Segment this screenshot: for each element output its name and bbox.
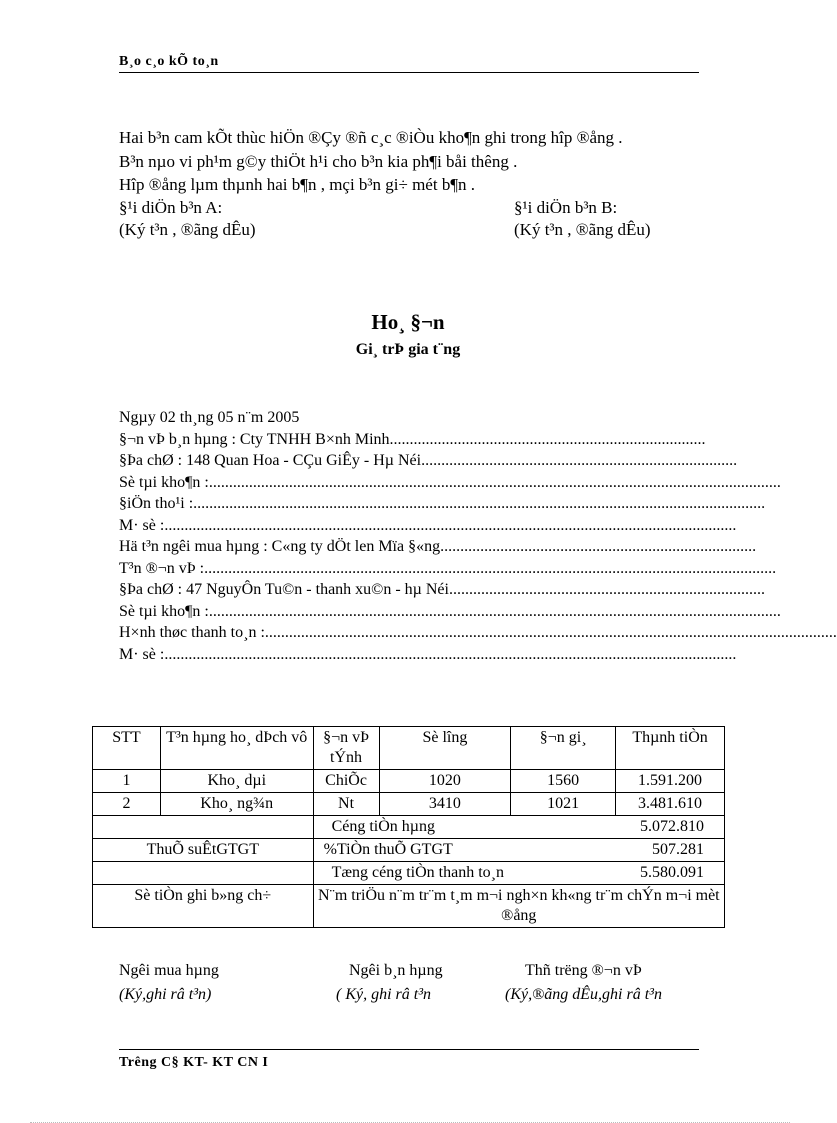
vat-cell bbox=[313, 839, 724, 862]
header-stt: STT bbox=[93, 727, 161, 770]
row-amount: 3.481.610 bbox=[616, 793, 725, 816]
row-stt: 2 bbox=[93, 793, 161, 816]
header-unit: §¬n vÞ tÝnh bbox=[313, 727, 379, 770]
seller-phone-line: §iÖn tho¹i : ............................................................................................................................................... bbox=[119, 495, 766, 512]
buyer-taxcode-line: M· sè : ............................................................................................................................................... bbox=[119, 645, 737, 663]
amount-in-words-label: Sè tiÒn ghi b»ng ch÷ bbox=[93, 885, 314, 928]
buyer-signature-note: (Ký,ghi râ t³n) bbox=[119, 986, 212, 1003]
page-footer: Trêng C§ KT- KT CN I bbox=[119, 1055, 269, 1070]
invoice-subtitle: Gi¸ trÞ gia t¨ng bbox=[355, 341, 461, 358]
subtotal-blank bbox=[93, 816, 314, 839]
rep-b-label: §¹i diÖn b³n B: bbox=[514, 198, 618, 217]
seller-account-line: Sè tµi kho¶n : ............................................................................................................................................... bbox=[119, 473, 781, 491]
row-item-name: Kho¸ ng¾n bbox=[160, 793, 313, 816]
payment-method-line: H×nh thøc thanh to¸n : ............................................................................................................................................... bbox=[119, 624, 837, 641]
contract-clause-1: Hai b³n cam kÕt thùc hiÖn ®Çy ®ñ c¸c ®iÒu kho¶n ghi trong hîp ®ång . bbox=[119, 128, 623, 147]
invoice-info bbox=[119, 407, 837, 665]
table-row bbox=[93, 793, 725, 816]
vat-label: %TiÒn thuÕ GTGT bbox=[323, 841, 453, 858]
head-signature-label: Thñ trëng ®¬n vÞ bbox=[525, 962, 642, 979]
vat-row bbox=[93, 839, 725, 862]
seller-signature-note: ( Ký, ghi râ t³n bbox=[336, 986, 432, 1003]
total-value: 5.580.091 bbox=[640, 864, 704, 881]
header-quantity: Sè lîng bbox=[379, 727, 511, 770]
buyer-signature-label: Ngêi mua hµng bbox=[119, 962, 219, 979]
buyer-address-line: §Þa chØ : 47 NguyÔn Tu©n - thanh xu©n - hµ Néi ............................................................................... bbox=[119, 581, 765, 598]
subtotal-cell bbox=[313, 816, 724, 839]
seller-name-line: §¬n vÞ b¸n hµng : Cty TNHH B×nh Minh ............................................................................... bbox=[119, 430, 706, 448]
buyer-name-line: Hä t³n ngêi mua hµng : C«ng ty dÖt len Mïa §«ng ............................................................................... bbox=[119, 538, 757, 555]
seller-taxcode-line: M· sè : ............................................................................................................................................... bbox=[119, 516, 737, 534]
row-amount: 1.591.200 bbox=[616, 770, 725, 793]
header-unit-price: §¬n gi¸ bbox=[511, 727, 616, 770]
row-quantity: 3410 bbox=[379, 793, 511, 816]
table-header-row bbox=[93, 727, 725, 770]
total-blank bbox=[93, 862, 314, 885]
row-unit: Nt bbox=[313, 793, 379, 816]
invoice-table bbox=[92, 726, 725, 928]
header-item-name: T³n hµng ho¸ dÞch vô bbox=[160, 727, 313, 770]
amount-in-words-row bbox=[93, 885, 725, 928]
vat-rate-label: ThuÕ suÊtGTGT bbox=[93, 839, 314, 862]
header-amount: Thµnh tiÒn bbox=[616, 727, 725, 770]
head-signature-note: (Ký,®ãng dÊu,ghi râ t³n bbox=[505, 986, 662, 1003]
rep-a-label: §¹i diÖn b³n A: bbox=[119, 198, 223, 217]
header-rule bbox=[119, 72, 699, 73]
contract-clause-3: Hîp ®ång lµm thµnh hai b¶n , mçi b³n gi÷ mét b¶n . bbox=[119, 175, 476, 194]
row-item-name: Kho¸ dµi bbox=[160, 770, 313, 793]
total-cell bbox=[313, 862, 724, 885]
row-quantity: 1020 bbox=[379, 770, 511, 793]
row-unit: ChiÕc bbox=[313, 770, 379, 793]
buyer-account-line: Sè tµi kho¶n : ............................................................................................................................................... bbox=[119, 602, 781, 620]
subtotal-row bbox=[93, 816, 725, 839]
table-row bbox=[93, 770, 725, 793]
page-header-title: B¸o c¸o kÕ to¸n bbox=[119, 54, 219, 69]
amount-in-words-value: N¨m triÖu n¨m tr¨m t¸m m¬i ngh×n kh«ng tr¨m chÝn m¬i mèt ®ång bbox=[313, 885, 724, 928]
row-unit-price: 1560 bbox=[511, 770, 616, 793]
total-label: Tæng céng tiÒn thanh to¸n bbox=[331, 864, 504, 881]
subtotal-label: Céng tiÒn hµng bbox=[331, 818, 436, 835]
row-unit-price: 1021 bbox=[511, 793, 616, 816]
contract-clause-2: B³n nµo vi ph¹m g©y thiÖt h¹i cho b³n kia ph¶i båi thêng . bbox=[119, 152, 518, 171]
vat-value: 507.281 bbox=[652, 841, 704, 858]
rep-b-sign: (Ký t³n , ®ãng dÊu) bbox=[514, 220, 651, 239]
footer-rule bbox=[119, 1049, 699, 1050]
seller-signature-label: Ngêi b¸n hµng bbox=[349, 962, 443, 979]
buyer-unit-line: T³n ®¬n vÞ : ............................................................................................................................................... bbox=[119, 559, 777, 577]
total-row bbox=[93, 862, 725, 885]
rep-a-sign: (Ký t³n , ®ãng dÊu) bbox=[119, 220, 256, 239]
invoice-date: Ngµy 02 th¸ng 05 n¨m 2005 bbox=[119, 409, 300, 426]
seller-address-line: §Þa chØ : 148 Quan Hoa - CÇu GiÊy - Hµ Néi ............................................................................... bbox=[119, 452, 738, 469]
subtotal-value: 5.072.810 bbox=[640, 818, 704, 835]
row-stt: 1 bbox=[93, 770, 161, 793]
invoice-title: Ho¸ §¬n bbox=[371, 310, 445, 334]
